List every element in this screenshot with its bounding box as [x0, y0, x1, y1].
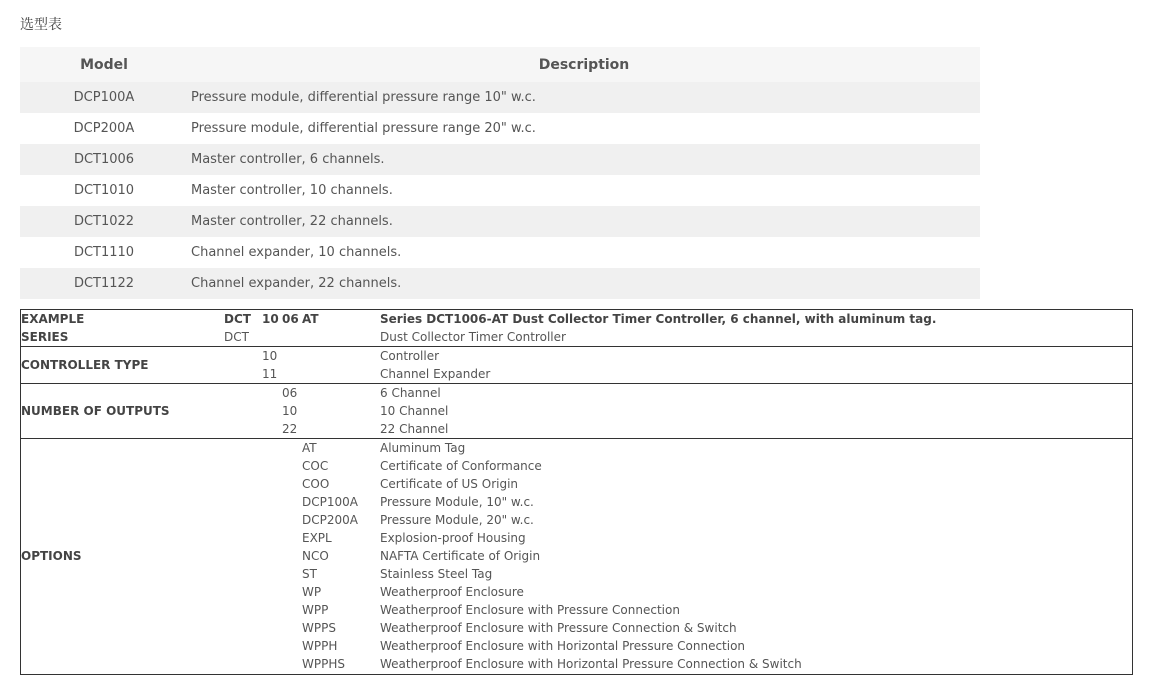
description-cell: Master controller, 10 channels. [188, 175, 980, 206]
number-of-outputs-group [21, 384, 1132, 439]
series-description: Dust Collector Timer Controller [380, 330, 566, 344]
list-item [21, 402, 1132, 420]
number-of-outputs-label: NUMBER OF OUTPUTS [21, 404, 170, 418]
controller-type-group [21, 347, 1132, 384]
type-description: Channel Expander [380, 367, 491, 381]
option-code: ST [302, 567, 317, 581]
option-description: Weatherproof Enclosure with Horizontal Pressure Connection [380, 639, 746, 653]
list-item [21, 347, 1132, 365]
table-row [20, 144, 980, 175]
list-item [21, 583, 1132, 601]
option-description: Certificate of US Origin [380, 477, 519, 491]
table-row [20, 206, 980, 237]
option-description: Pressure Module, 20" w.c. [380, 513, 534, 527]
model-cell: DCP200A [20, 113, 188, 144]
options-label: OPTIONS [21, 549, 82, 563]
option-code: WPPHS [302, 657, 345, 671]
series-code: DCT [224, 330, 249, 344]
description-column-header: Description [188, 47, 980, 82]
type-code: 10 [262, 349, 278, 363]
list-item [21, 384, 1132, 402]
example-line [21, 310, 1132, 328]
option-code: COO [302, 477, 330, 491]
list-item [21, 457, 1132, 475]
model-cell: DCT1022 [20, 206, 188, 237]
list-item [21, 565, 1132, 583]
option-description: Weatherproof Enclosure [380, 585, 524, 599]
output-code: 06 [282, 386, 298, 400]
page-title: 选型表 [20, 17, 62, 33]
option-code: DCP100A [302, 495, 358, 509]
model-selection-table [20, 47, 980, 299]
option-code: WPPH [302, 639, 338, 653]
option-description: Certificate of Conformance [380, 459, 542, 473]
output-code: 10 [282, 404, 298, 418]
output-description: 6 Channel [380, 386, 441, 400]
list-item [21, 529, 1132, 547]
output-description: 22 Channel [380, 422, 449, 436]
model-column-header: Model [20, 47, 188, 82]
example-option-code: AT [302, 312, 319, 326]
model-cell: DCT1010 [20, 175, 188, 206]
type-description: Controller [380, 349, 440, 363]
description-cell: Master controller, 6 channels. [188, 144, 980, 175]
list-item [21, 475, 1132, 493]
example-series-group [21, 310, 1132, 347]
list-item [21, 511, 1132, 529]
description-cell: Pressure module, differential pressure range 10" w.c. [188, 82, 980, 113]
option-description: Pressure Module, 10" w.c. [380, 495, 534, 509]
table-header-row [20, 47, 980, 82]
table-row [20, 175, 980, 206]
option-description: Explosion-proof Housing [380, 531, 526, 545]
controller-type-label: CONTROLLER TYPE [21, 358, 149, 372]
option-description: Weatherproof Enclosure with Horizontal Pressure Connection & Switch [380, 657, 802, 671]
option-code: AT [302, 441, 317, 455]
list-item [21, 493, 1132, 511]
description-cell: Master controller, 22 channels. [188, 206, 980, 237]
list-item [21, 420, 1132, 438]
option-code: NCO [302, 549, 329, 563]
list-item [21, 637, 1132, 655]
option-description: Weatherproof Enclosure with Pressure Connection & Switch [380, 621, 737, 635]
list-item [21, 619, 1132, 637]
description-cell: Channel expander, 22 channels. [188, 268, 980, 299]
example-type-code: 10 [262, 312, 279, 326]
series-line [21, 328, 1132, 346]
output-description: 10 Channel [380, 404, 449, 418]
table-row [20, 268, 980, 299]
option-code: COC [302, 459, 329, 473]
table-row [20, 237, 980, 268]
option-description: Weatherproof Enclosure with Pressure Connection [380, 603, 680, 617]
ordering-guide [20, 309, 1133, 675]
type-code: 11 [262, 367, 278, 381]
list-item [21, 439, 1132, 457]
description-cell: Channel expander, 10 channels. [188, 237, 980, 268]
options-group [21, 439, 1132, 673]
option-code: WP [302, 585, 322, 599]
option-description: Stainless Steel Tag [380, 567, 493, 581]
example-label: EXAMPLE [21, 312, 85, 326]
table-row [20, 82, 980, 113]
option-code: WPPS [302, 621, 336, 635]
list-item [21, 365, 1132, 383]
option-description: NAFTA Certificate of Origin [380, 549, 541, 563]
option-code: WPP [302, 603, 329, 617]
description-cell: Pressure module, differential pressure range 20" w.c. [188, 113, 980, 144]
model-cell: DCP100A [20, 82, 188, 113]
option-description: Aluminum Tag [380, 441, 466, 455]
list-item [21, 547, 1132, 565]
option-code: DCP200A [302, 513, 358, 527]
model-cell: DCT1006 [20, 144, 188, 175]
list-item [21, 601, 1132, 619]
option-code: EXPL [302, 531, 332, 545]
example-description: Series DCT1006-AT Dust Collector Timer Controller, 6 channel, with aluminum tag. [380, 312, 937, 326]
list-item [21, 655, 1132, 673]
model-cell: DCT1122 [20, 268, 188, 299]
example-series-code: DCT [224, 312, 251, 326]
example-output-code: 06 [282, 312, 299, 326]
model-cell: DCT1110 [20, 237, 188, 268]
table-row [20, 113, 980, 144]
series-label: SERIES [21, 330, 69, 344]
output-code: 22 [282, 422, 298, 436]
